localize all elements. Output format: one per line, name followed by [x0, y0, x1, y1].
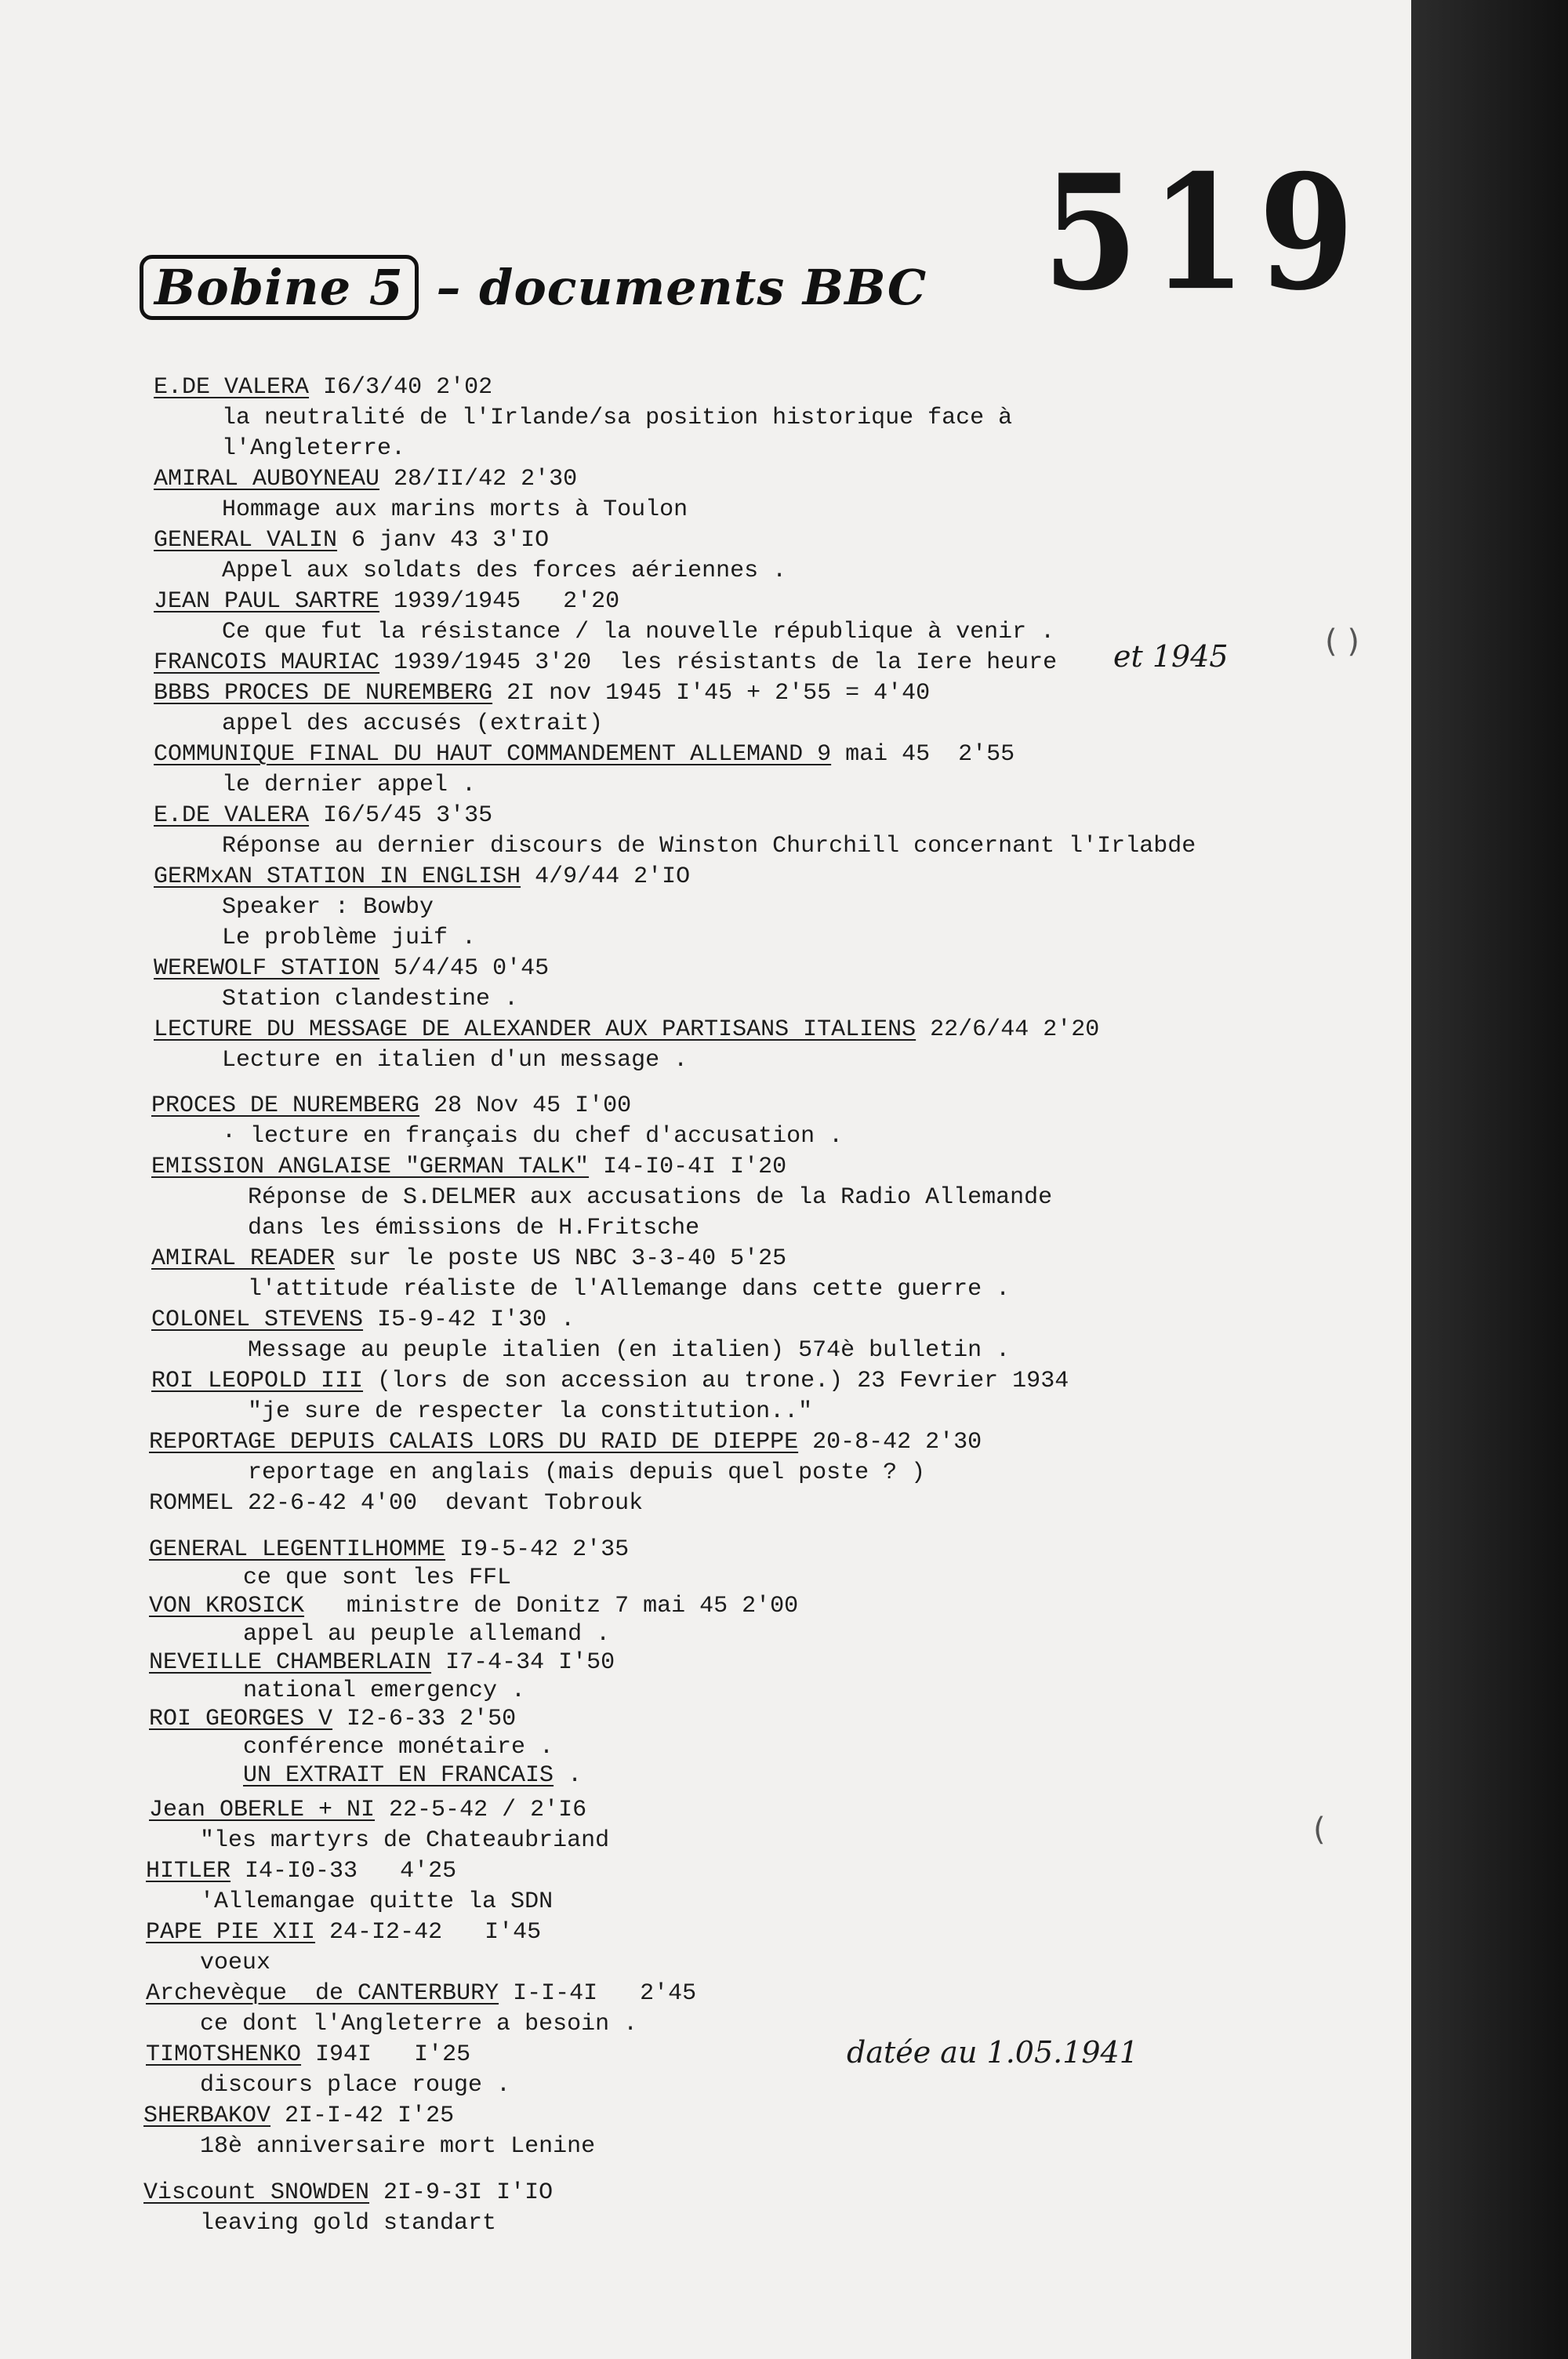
entry-line [248, 1214, 699, 1242]
entry-line [154, 801, 492, 830]
entry-text: national emergency . [243, 1677, 526, 1704]
entry-line [243, 1564, 511, 1592]
entry-line [149, 1428, 982, 1456]
entry-line [222, 434, 405, 463]
entry-text: Ce que fut la résistance / la nouvelle république à venir . [222, 619, 1055, 645]
entry-text: l'attitude réaliste de l'Allemange dans cette guerre . [248, 1276, 1011, 1303]
entry-line [149, 1796, 586, 1824]
entry-line [154, 465, 577, 493]
page-number: 519 [1043, 140, 1367, 326]
entry-line [154, 526, 549, 554]
entry-title: GENERAL VALIN [154, 527, 338, 554]
entry-text: Appel aux soldats des forces aériennes . [222, 558, 787, 584]
entry-text: le dernier appel . [222, 772, 477, 798]
entry-text: sur le poste US NBC 3-3-40 5'25 [335, 1245, 787, 1272]
entry-line [248, 1398, 812, 1426]
entry-line [151, 1367, 1069, 1395]
entry-title: AMIRAL AUBOYNEAU [154, 466, 380, 493]
entry-line [222, 832, 1196, 860]
entry-text: 2I nov 1945 I'45 + 2'55 = 4'40 [492, 680, 931, 707]
entry-text: "les martyrs de Chateaubriand [200, 1827, 610, 1854]
entry-text: (lors de son accession au trone.) 23 Fevrier 1934 [363, 1368, 1069, 1394]
entry-text: ROMMEL 22-6-42 4'00 devant Tobrouk [149, 1490, 644, 1517]
entry-text: 18è anniversaire mort Lenine [200, 2133, 596, 2160]
entry-line [154, 373, 492, 402]
entry-title: REPORTAGE DEPUIS CALAIS LORS DU RAID DE DIEPPE [149, 1429, 799, 1456]
entry-text: I2-6-33 2'50 [332, 1706, 517, 1732]
entry-title: BBBS PROCES DE NUREMBERG [154, 680, 493, 707]
entry-title: HITLER [146, 1858, 231, 1885]
entry-text: · lecture en français du chef d'accusation . [222, 1123, 844, 1150]
entry-title: COMMUNIQUE FINAL DU HAUT COMMANDEMENT ALLEMAND 9 [154, 741, 832, 768]
handwritten-note: datée au 1.05.1941 [847, 2035, 1138, 2070]
entry-text: discours place rouge . [200, 2072, 511, 2099]
entry-text: 1939/1945 2'20 [379, 588, 620, 615]
entry-text: I6/3/40 2'02 [309, 374, 493, 401]
entry-title: LECTURE DU MESSAGE DE ALEXANDER AUX PARTISANS ITALIENS [154, 1016, 916, 1043]
entry-text: Hommage aux marins morts à Toulon [222, 496, 688, 523]
entry-line [200, 1888, 553, 1916]
entry-line [143, 2102, 454, 2130]
entry-line [149, 1705, 516, 1733]
entry-text: appel des accusés (extrait) [222, 711, 604, 737]
entry-line [146, 1979, 696, 2008]
entry-line [222, 404, 1012, 432]
entry-line [151, 1306, 575, 1334]
entry-line [149, 1592, 798, 1620]
entry-line [222, 771, 476, 799]
entry-line [146, 1857, 456, 1885]
entry-title: UN EXTRAIT EN FRANCAIS [243, 1762, 554, 1789]
entry-line [154, 1016, 1099, 1044]
entry-line [248, 1459, 925, 1487]
entry-text: 4/9/44 2'IO [521, 863, 691, 890]
entry-line [222, 1046, 688, 1074]
entry-text: dans les émissions de H.Fritsche [248, 1215, 700, 1241]
entry-title: VON KROSICK [149, 1593, 305, 1619]
entry-text: Réponse de S.DELMER aux accusations de la Radio Allemande [248, 1184, 1053, 1211]
entry-line [248, 1275, 1010, 1303]
entry-text: . [554, 1762, 583, 1789]
entry-title: JEAN PAUL SARTRE [154, 588, 380, 615]
entry-text: Speaker : Bowby [222, 894, 434, 921]
entry-line [154, 954, 549, 983]
entry-line [222, 557, 786, 585]
entry-text: mai 45 2'55 [831, 741, 1015, 768]
entry-text: 5/4/45 0'45 [379, 955, 550, 982]
entry-line [151, 1245, 786, 1273]
entry-text: 22/6/44 2'20 [916, 1016, 1100, 1043]
entry-line [222, 893, 434, 921]
entry-line [149, 1489, 643, 1518]
entry-line [222, 924, 476, 952]
entry-title: FRANCOIS MAURIAC [154, 649, 380, 676]
handwritten-note: et 1945 [1113, 639, 1229, 674]
entry-title: WEREWOLF STATION [154, 955, 380, 982]
entry-text: I94I I'25 [301, 2041, 471, 2068]
entry-text: reportage en anglais (mais depuis quel poste ? ) [248, 1459, 926, 1486]
entry-line [222, 985, 518, 1013]
entry-text: 20-8-42 2'30 [798, 1429, 982, 1456]
entry-text: conférence monétaire . [243, 1734, 554, 1761]
entry-text: 2I-9-3I I'IO [369, 2179, 554, 2206]
page-edge-shadow [1411, 0, 1568, 2359]
entry-title: COLONEL STEVENS [151, 1307, 364, 1333]
entry-title: SHERBAKOV [143, 2103, 271, 2129]
entry-title: GERMxAN STATION IN ENGLISH [154, 863, 521, 890]
entry-title: ROI LEOPOLD III [151, 1368, 364, 1394]
entry-line [143, 2179, 553, 2207]
entry-line [248, 1336, 1010, 1365]
entry-text: Le problème juif . [222, 925, 477, 951]
entry-line [222, 710, 603, 738]
entry-line [200, 1949, 270, 1977]
entry-title: EMISSION ANGLAISE "GERMAN TALK" [151, 1154, 590, 1180]
entry-title: E.DE VALERA [154, 802, 310, 829]
entry-line [200, 2071, 510, 2099]
entry-text: ce dont l'Angleterre a besoin . [200, 2011, 638, 2037]
entry-line [200, 2209, 496, 2237]
header-boxed-label: Bobine 5 [140, 255, 419, 320]
entry-text: I6/5/45 3'35 [309, 802, 493, 829]
entry-text: 28 Nov 45 I'00 [419, 1092, 632, 1119]
entry-line [151, 1153, 786, 1181]
entry-text: I7-4-34 I'50 [431, 1649, 615, 1676]
entry-title: Jean OBERLE + NI [149, 1797, 376, 1823]
handwritten-header [140, 259, 927, 316]
entry-text: 28/II/42 2'30 [379, 466, 578, 493]
entry-line [146, 2041, 470, 2069]
entry-line [222, 618, 1054, 646]
entry-text: I-I-4I 2'45 [499, 1980, 697, 2007]
entry-text: 1939/1945 3'20 les résistants de la Iere heure [379, 649, 1058, 676]
entry-title: ROI GEORGES V [149, 1706, 333, 1732]
entry-text: I4-I0-33 4'25 [230, 1858, 457, 1885]
header-rest: – documents BBC [436, 259, 927, 316]
entry-line [154, 587, 619, 616]
entry-title: Viscount SNOWDEN [143, 2179, 370, 2206]
entry-line [222, 1122, 843, 1150]
entry-text: 22-5-42 / 2'I6 [375, 1797, 587, 1823]
entry-line [149, 1536, 629, 1564]
margin-mark: ( [1313, 1812, 1326, 1848]
entry-text: voeux [200, 1950, 271, 1976]
entry-text: I9-5-42 2'35 [445, 1536, 630, 1563]
entry-line [154, 679, 930, 707]
entry-line [154, 649, 1057, 677]
entry-title: NEVEILLE CHAMBERLAIN [149, 1649, 432, 1676]
entry-line [151, 1092, 631, 1120]
entry-line [243, 1677, 525, 1705]
entry-text: la neutralité de l'Irlande/sa position historique face à [222, 405, 1013, 431]
entry-text: "je sure de respecter la constitution.." [248, 1398, 813, 1425]
entry-text: Réponse au dernier discours de Winston Churchill concernant l'Irlabde [222, 833, 1196, 860]
entry-text: Lecture en italien d'un message . [222, 1047, 688, 1074]
entry-title: E.DE VALERA [154, 374, 310, 401]
entry-line [200, 1826, 609, 1855]
entry-text: Station clandestine . [222, 986, 519, 1012]
entry-line [200, 2010, 637, 2038]
entry-line [154, 740, 1014, 769]
entry-text: 2I-I-42 I'25 [270, 2103, 455, 2129]
entry-text: appel au peuple allemand . [243, 1621, 611, 1648]
entry-title: GENERAL LEGENTILHOMME [149, 1536, 446, 1563]
margin-mark: ( ) [1325, 623, 1359, 660]
entry-text: ce que sont les FFL [243, 1565, 512, 1591]
entry-text: 24-I2-42 I'45 [315, 1919, 542, 1946]
entry-text: I4-I0-4I I'20 [589, 1154, 787, 1180]
entry-line [222, 496, 688, 524]
entry-title: Archevèque de CANTERBURY [146, 1980, 499, 2007]
entry-line [154, 863, 690, 891]
entry-title: AMIRAL READER [151, 1245, 336, 1272]
entry-title: PAPE PIE XII [146, 1919, 316, 1946]
entry-text: 'Allemangae quitte la SDN [200, 1888, 554, 1915]
entry-text: I5-9-42 I'30 . [363, 1307, 575, 1333]
entry-line [200, 2132, 595, 2161]
entry-title: TIMOTSHENKO [146, 2041, 302, 2068]
entry-text: ministre de Donitz 7 mai 45 2'00 [304, 1593, 799, 1619]
entry-title: PROCES DE NUREMBERG [151, 1092, 420, 1119]
entry-text: leaving gold standart [200, 2210, 497, 2237]
entry-line [149, 1648, 615, 1677]
entry-line [243, 1733, 554, 1761]
entry-line [243, 1761, 582, 1790]
entry-text: 6 janv 43 3'IO [337, 527, 550, 554]
entry-text: l'Angleterre. [222, 435, 406, 462]
entry-line [248, 1183, 1052, 1212]
entry-line [243, 1620, 610, 1648]
entry-text: Message au peuple italien (en italien) 574è bulletin . [248, 1337, 1011, 1364]
entry-line [146, 1918, 541, 1946]
